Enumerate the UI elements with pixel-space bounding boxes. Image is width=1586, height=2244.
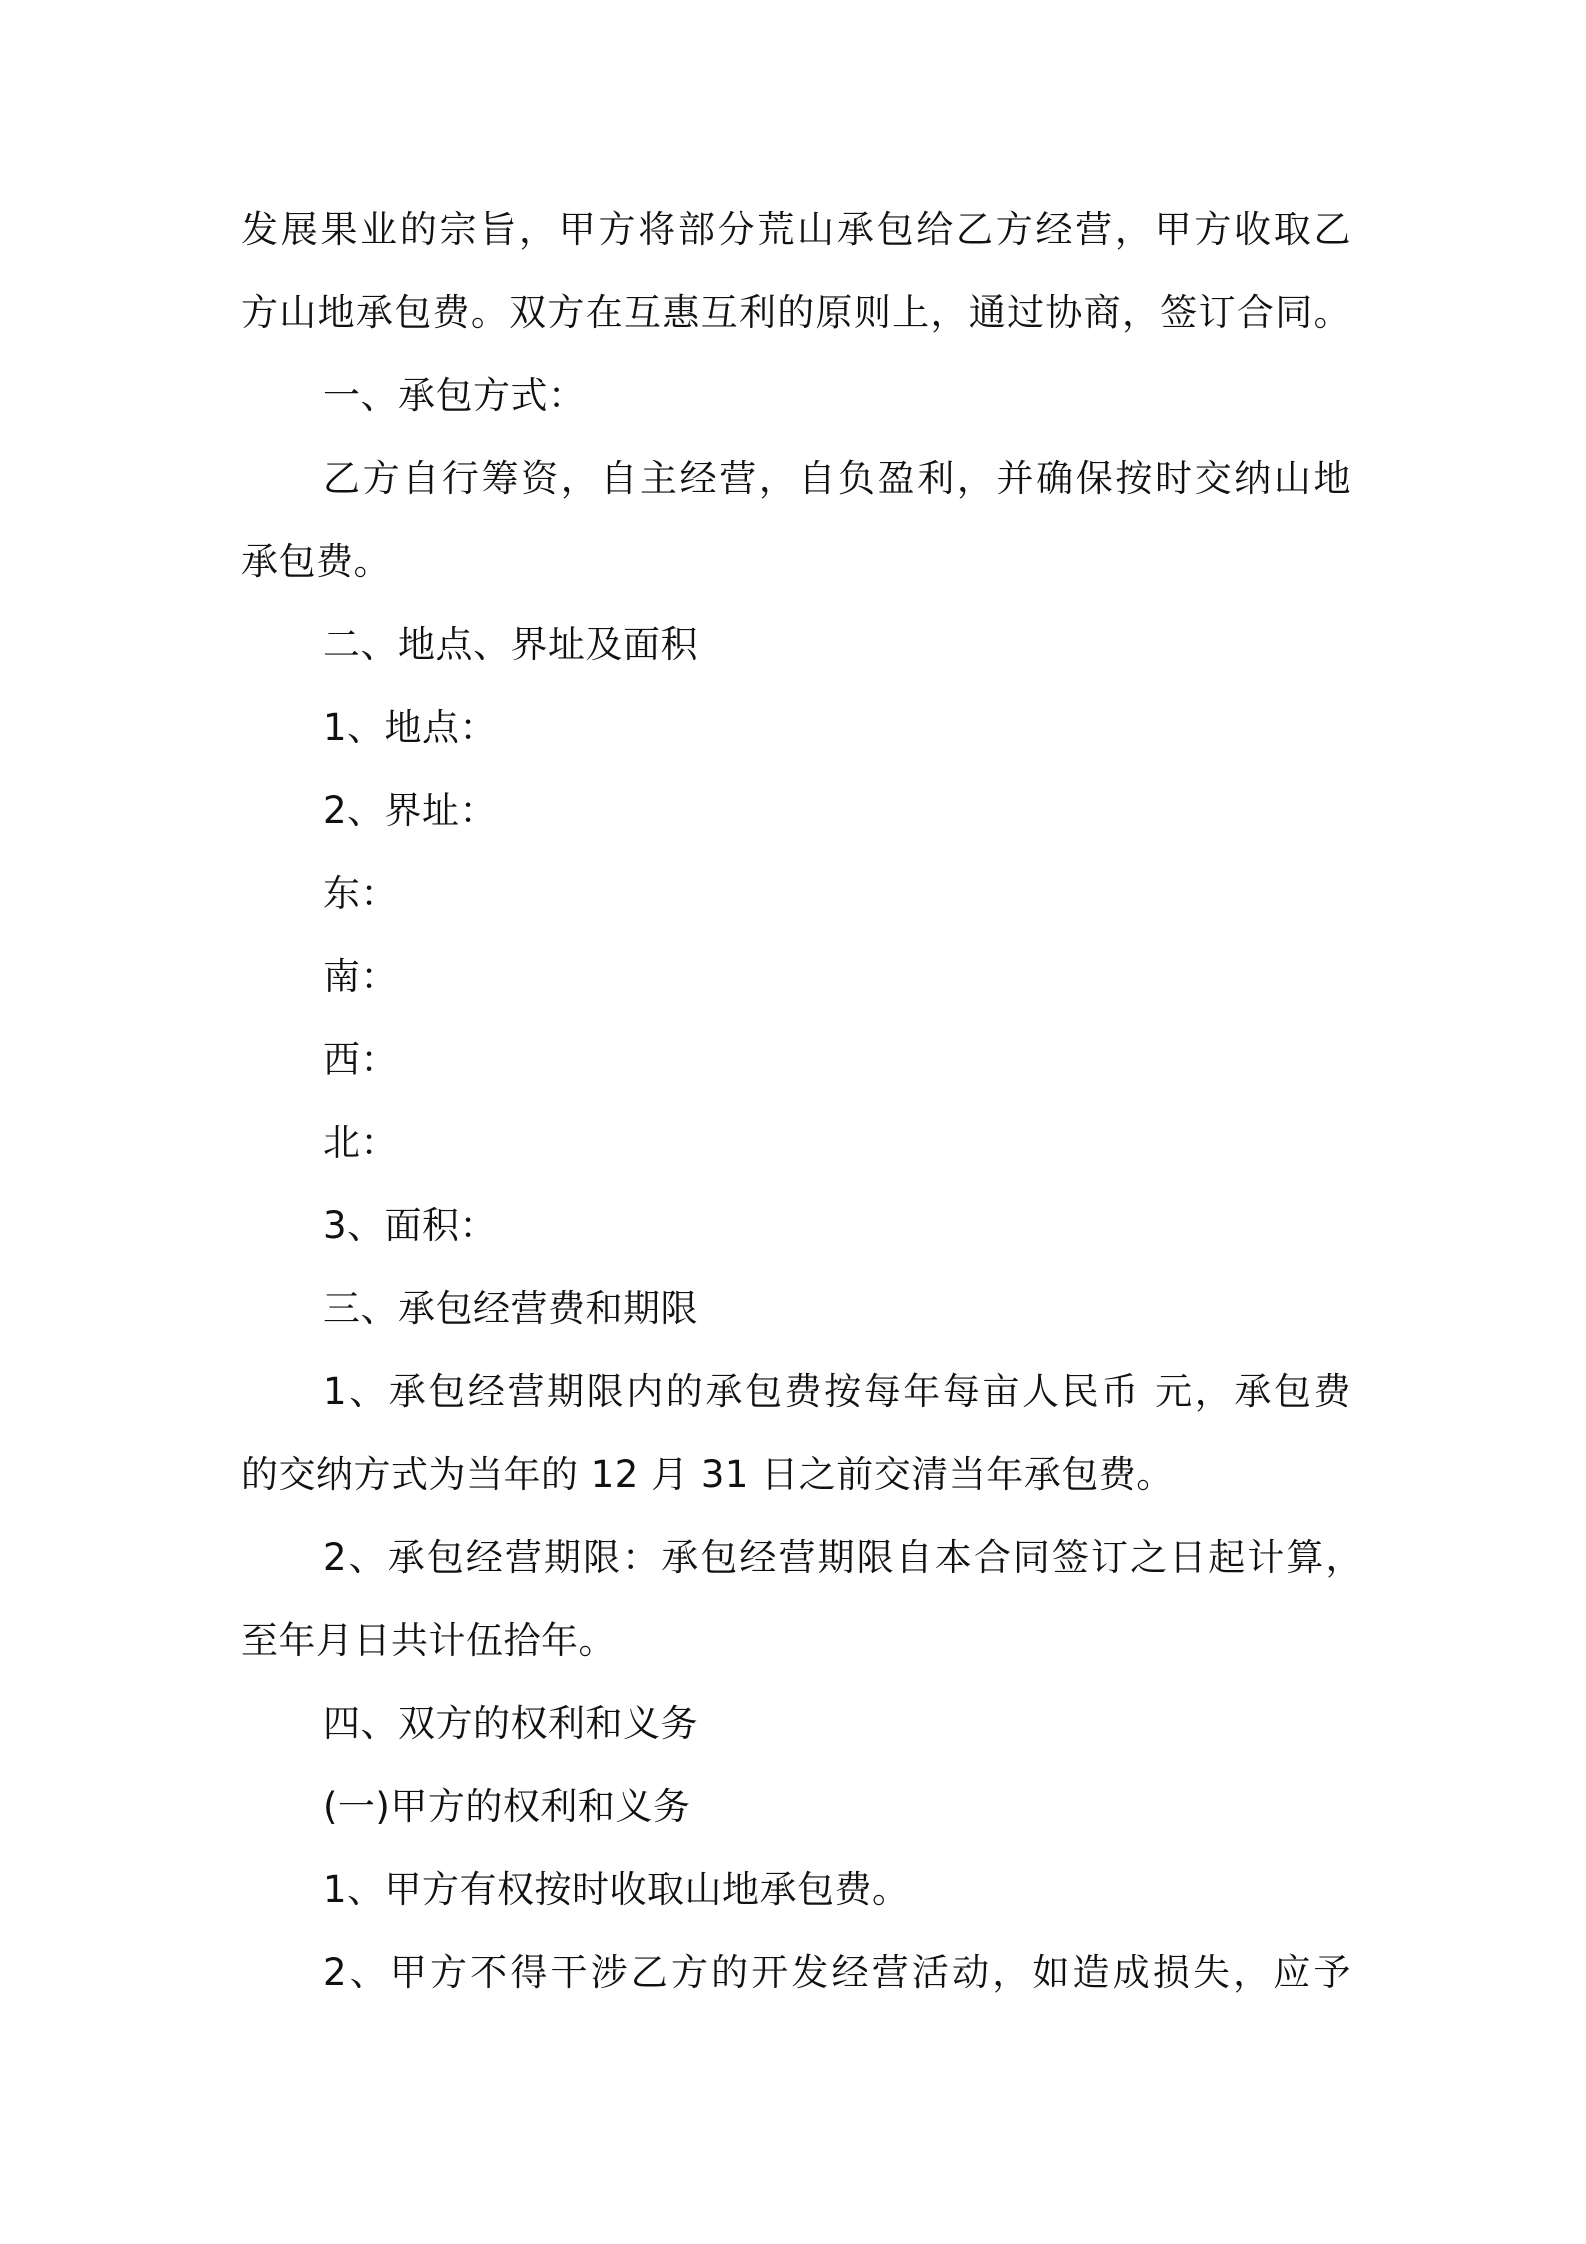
field-label: 西：: [323, 1038, 398, 1081]
field-label: 东：: [323, 872, 398, 915]
paragraph-line: 承包费。: [241, 540, 391, 583]
paragraph-line: 1、承包经营期限内的承包费按每年每亩人民币 元，承包费: [323, 1370, 1351, 1413]
section-heading: 三、承包经营费和期限: [323, 1287, 698, 1330]
section-heading: 四、双方的权利和义务: [323, 1702, 698, 1745]
paragraph-line: 至年月日共计伍拾年。: [241, 1619, 616, 1662]
subsection-heading: (一)甲方的权利和义务: [323, 1785, 691, 1828]
field-label: 南：: [323, 955, 398, 998]
paragraph-line: 的交纳方式为当年的 12 月 31 日之前交清当年承包费。: [241, 1453, 1174, 1496]
section-heading: 一、承包方式：: [323, 374, 586, 417]
field-label: 北：: [323, 1121, 398, 1164]
list-item: 3、面积：: [323, 1204, 498, 1247]
list-item: 2、甲方不得干涉乙方的开发经营活动，如造成损失，应予: [323, 1951, 1351, 1994]
list-item: 1、地点：: [323, 706, 498, 749]
list-item: 1、甲方有权按时收取山地承包费。: [323, 1868, 910, 1911]
list-item: 2、界址：: [323, 789, 498, 832]
paragraph-line: 2、承包经营期限：承包经营期限自本合同签订之日起计算，: [323, 1536, 1363, 1579]
section-heading: 二、地点、界址及面积: [323, 623, 698, 666]
paragraph-line: 发展果业的宗旨，甲方将部分荒山承包给乙方经营，甲方收取乙: [241, 208, 1351, 251]
paragraph-line: 方山地承包费。双方在互惠互利的原则上，通过协商，签订合同。: [241, 291, 1351, 334]
paragraph-line: 乙方自行筹资，自主经营，自负盈利，并确保按时交纳山地: [323, 457, 1351, 500]
